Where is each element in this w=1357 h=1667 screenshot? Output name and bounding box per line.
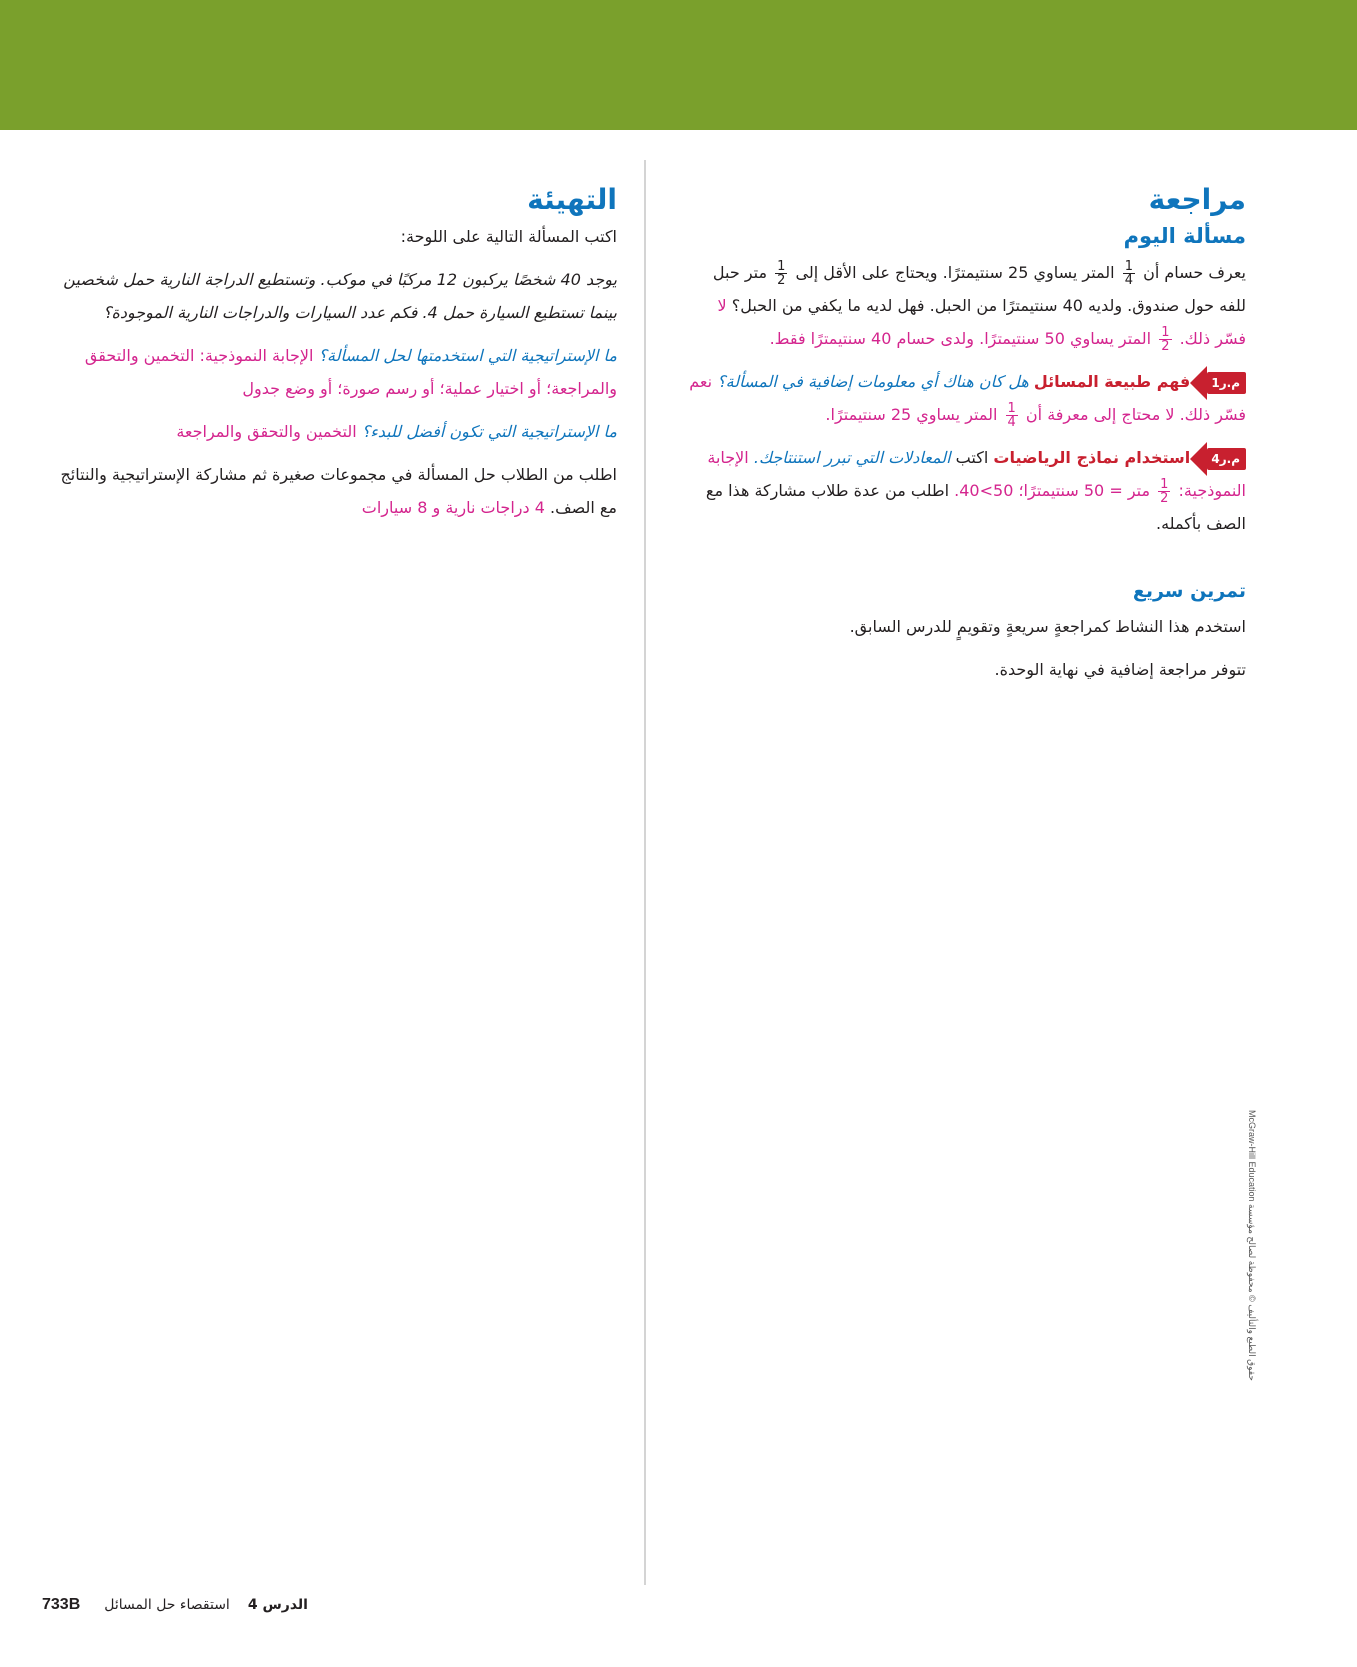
problem-answer-1: لا فسّر ذلك. <box>717 296 1246 348</box>
mp4-answer-2: متر = 50 سنتيمترًا؛ 50>40. <box>954 481 1151 500</box>
problem-answer-2: المتر يساوي 50 سنتيمترًا. ولدى حسام 40 سنتيمترًا فقط. <box>769 329 1152 348</box>
warmup-column <box>52 180 617 524</box>
page-footer <box>42 1592 308 1618</box>
warmup-intro: اكتب المسألة التالية على اللوحة: <box>400 227 617 246</box>
fraction-denominator: 2 <box>1161 339 1170 354</box>
warmup-answer: 4 دراجات نارية و 8 سيارات <box>361 498 545 517</box>
copyright-credit: حقوق الطبع والتأليف © محفوظة لصالح مؤسسة McGraw-Hill Education <box>1247 1110 1257 1381</box>
quick-practice-text-1: استخدم هذا النشاط كمراجعةٍ سريعةٍ وتقويمٍ للدرس السابق. <box>849 617 1246 636</box>
fraction-denominator: 2 <box>1160 491 1169 506</box>
problem-text-2: المتر يساوي 25 سنتيمترًا. ويحتاج على الأقل إلى <box>795 263 1115 282</box>
warmup-a2: التخمين والتحقق والمراجعة <box>176 422 357 441</box>
fraction-one-half-answer <box>1159 326 1171 353</box>
problem-text-1: يعرف حسام أن <box>1143 263 1246 282</box>
warmup-question-1 <box>52 339 617 405</box>
fraction-one-quarter <box>1123 260 1135 287</box>
warmup-question-2 <box>52 415 617 448</box>
mp1-answer-1: نعم فسّر ذلك. لا محتاج إلى معرفة أن <box>689 372 1246 424</box>
page-number: 733B <box>42 1596 81 1613</box>
warmup-problem: يوجد 40 شخصًا يركبون 12 مركبًا في موكب. وتستطيع الدراجة النارية حمل شخصين بينما تستطيع السيارة حمل 4. فكم عدد السيارات والدراجات النارية الموجودة؟ <box>63 270 617 322</box>
fraction-numerator: 1 <box>1124 259 1133 274</box>
fraction-one-half-mp4 <box>1158 478 1170 505</box>
mp1-label: فهم طبيعة المسائل <box>1033 372 1191 391</box>
mp4-label: استخدام نماذج الرياضيات <box>993 448 1191 467</box>
math-practice-1 <box>686 365 1246 431</box>
top-banner <box>0 0 1357 130</box>
footer-lesson-number: الدرس 4 <box>247 1597 308 1613</box>
mp4-text-2: اطلب من عدة طلاب مشاركة هذا مع الصف بأكمله. <box>705 481 1246 533</box>
mp4-answer-1: الإجابة النموذجية: <box>707 448 1246 500</box>
warmup-title: التهيئة <box>527 183 617 216</box>
quick-practice-text-2: تتوفر مراجعة إضافية في نهاية الوحدة. <box>994 660 1246 679</box>
quick-practice-title: تمرين سريع <box>1132 580 1246 602</box>
review-column <box>686 180 1246 686</box>
fraction-denominator: 4 <box>1124 273 1133 288</box>
warmup-a1: الإجابة النموذجية: التخمين والتحقق والمراجعة؛ أو اختيار عملية؛ أو رسم صورة؛ أو وضع جدول <box>84 346 617 398</box>
mp4-badge: م.ر4 <box>1207 448 1246 470</box>
fraction-one-half <box>775 260 787 287</box>
footer-lesson-title: استقصاء حل المسائل <box>104 1597 230 1613</box>
mp4-question: المعادلات التي تبرر استنتاجك. <box>753 448 951 467</box>
fraction-numerator: 1 <box>1007 401 1016 416</box>
mp1-question: هل كان هناك أي معلومات إضافية في المسألة؟ <box>717 372 1029 391</box>
mp1-answer-2: المتر يساوي 25 سنتيمترًا. <box>825 405 998 424</box>
fraction-one-quarter-mp1 <box>1006 402 1018 429</box>
problem-of-day-text <box>686 256 1246 355</box>
mp4-text-1: اكتب <box>955 448 989 467</box>
review-title: مراجعة <box>1148 183 1246 216</box>
problem-text-3: متر حبل للفه حول صندوق. ولديه 40 سنتيمترًا من الحبل. فهل لديه ما يكفي من الحبل؟ <box>712 263 1246 315</box>
warmup-instruction-text: اطلب من الطلاب حل المسألة في مجموعات صغيرة ثم مشاركة الإستراتيجية والنتائج مع الصف. <box>60 465 617 517</box>
warmup-instruction <box>52 458 617 524</box>
mp1-badge: م.ر1 <box>1207 372 1246 394</box>
warmup-q1: ما الإستراتيجية التي استخدمتها لحل المسألة؟ <box>318 346 617 365</box>
fraction-numerator: 1 <box>1161 325 1170 340</box>
column-divider <box>644 160 646 1585</box>
warmup-q2: ما الإستراتيجية التي تكون أفضل للبدء؟ <box>361 422 617 441</box>
fraction-numerator: 1 <box>1160 477 1169 492</box>
math-practice-4 <box>686 441 1246 540</box>
fraction-denominator: 4 <box>1007 415 1016 430</box>
fraction-numerator: 1 <box>777 259 786 274</box>
fraction-denominator: 2 <box>777 273 786 288</box>
problem-of-day-title: مسألة اليوم <box>1123 224 1246 248</box>
